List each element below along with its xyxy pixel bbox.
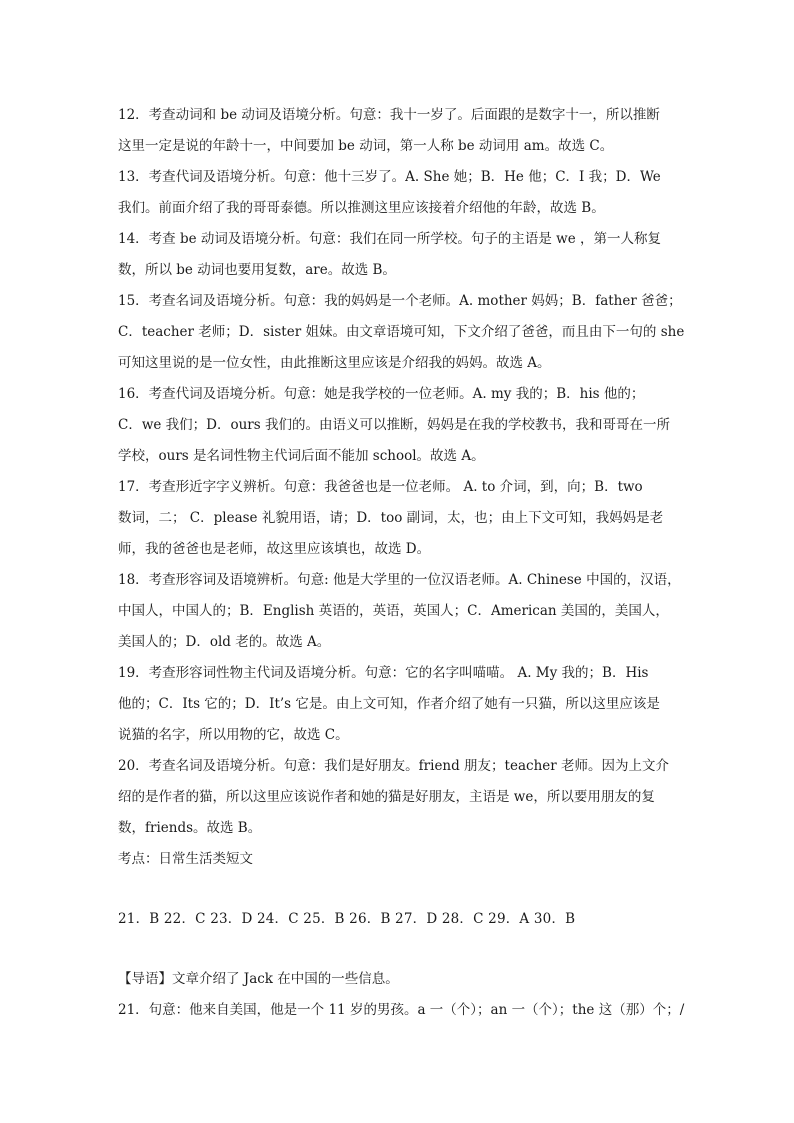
text-line: 这里一定是说的年龄十一，中间要加 be 动词，第一人称 be 动词用 am。故选 C。 — [118, 138, 614, 154]
text-line: 数，所以 be 动词也要用复数，are。故选 B。 — [118, 262, 396, 278]
text-line: 18．考查形容词及语境辨析。句意: 他是大学里的一位汉语老师。A. Chinese 中国的，汉语， — [118, 572, 681, 588]
text-line: 可知这里说的是一位女性，由此推断这里应该是介绍我的妈妈。故选 A。 — [118, 355, 551, 371]
text-line: C．teacher 老师；D．sister 姐妹。由文章语境可知，下文介绍了爸爸，而且由下一句的 she — [118, 324, 685, 340]
text-line: 15．考查名词及语境分析。句意：我的妈妈是一个老师。A. mother 妈妈；B．father 爸爸； — [118, 293, 682, 309]
kaodian-label: 考点：日常生活类短文 — [118, 851, 253, 867]
text-line: 师，我的爸爸也是老师，故这里应该填也，故选 D。 — [118, 541, 431, 557]
explanation-13 — [118, 162, 682, 224]
text-line: 17．考查形近字字义辨析。句意：我爸爸也是一位老师。 A. to 介词，到，向；B．two — [118, 479, 643, 495]
text-line: 16．考查代词及语境分析。句意：她是我学校的一位老师。A. my 我的；B．his 他的； — [118, 386, 645, 402]
text-line: 他的；C．Its 它的；D．It’s 它是。由上文可知，作者介绍了她有一只猫，所以这里应该是 — [118, 696, 660, 712]
daoyu-intro: 【导语】文章介绍了 Jack 在中国的一些信息。 — [118, 971, 399, 987]
explanation-18 — [118, 565, 682, 658]
text-line: 数词，二； C．please 礼貌用语，请；D．too 副词，太，也；由上下文可知，我妈妈是老 — [118, 510, 664, 526]
explanation-14 — [118, 224, 682, 286]
answer-key-row: 21．B 22．C 23．D 24．C 25．B 26．B 27．D 28．C 29．A 30．B — [118, 911, 576, 927]
text-line: 中国人，中国人的；B．English 英语的，英语，英国人；C．American 美国的，美国人， — [118, 603, 669, 619]
explanation-19 — [118, 658, 682, 751]
page-content — [118, 100, 685, 1026]
text-line: 学校，ours 是名词性物主代词后面不能加 school。故选 A。 — [118, 448, 485, 464]
text-line: 我们。前面介绍了我的哥哥泰德。所以推测这里应该接着介绍他的年龄，故选 B。 — [118, 200, 605, 216]
text-line: 说猫的名字，所以用物的它，故选 C。 — [118, 727, 349, 743]
explanation-21: 21．句意：他来自美国，他是一个 11 岁的男孩。a 一（个）；an 一（个）；the 这（那）个；/ — [118, 1002, 685, 1018]
text-line: 12．考查动词和 be 动词及语境分析。句意：我十一岁了。后面跟的是数字十一，所以推断 — [118, 107, 660, 123]
text-line: C．we 我们；D．ours 我们的。由语义可以推断，妈妈是在我的学校教书，我和哥哥在一所 — [118, 417, 670, 433]
explanation-20 — [118, 751, 682, 844]
text-line: 绍的是作者的猫，所以这里应该说作者和她的猫是好朋友，主语是 we，所以要用朋友的复 — [118, 789, 655, 805]
explanation-15 — [118, 286, 685, 379]
text-line: 14．考查 be 动词及语境分析。句意：我们在同一所学校。句子的主语是 we ，第一人称复 — [118, 231, 662, 247]
text-line: 13．考查代词及语境分析。句意：他十三岁了。A. She 她；B．He 他；C．I 我；D．We — [118, 169, 661, 185]
text-line: 美国人的；D．old 老的。故选 A。 — [118, 634, 331, 650]
explanation-16 — [118, 379, 682, 472]
explanation-17 — [118, 472, 682, 565]
text-line: 数，friends。故选 B。 — [118, 820, 262, 836]
text-line: 19．考查形容词性物主代词及语境分析。句意：它的名字叫喵喵。 A. My 我的；B．His — [118, 665, 649, 681]
text-line: 20．考查名词及语境分析。句意：我们是好朋友。friend 朋友；teacher 老师。因为上文介 — [118, 758, 670, 774]
explanation-12 — [118, 100, 682, 162]
